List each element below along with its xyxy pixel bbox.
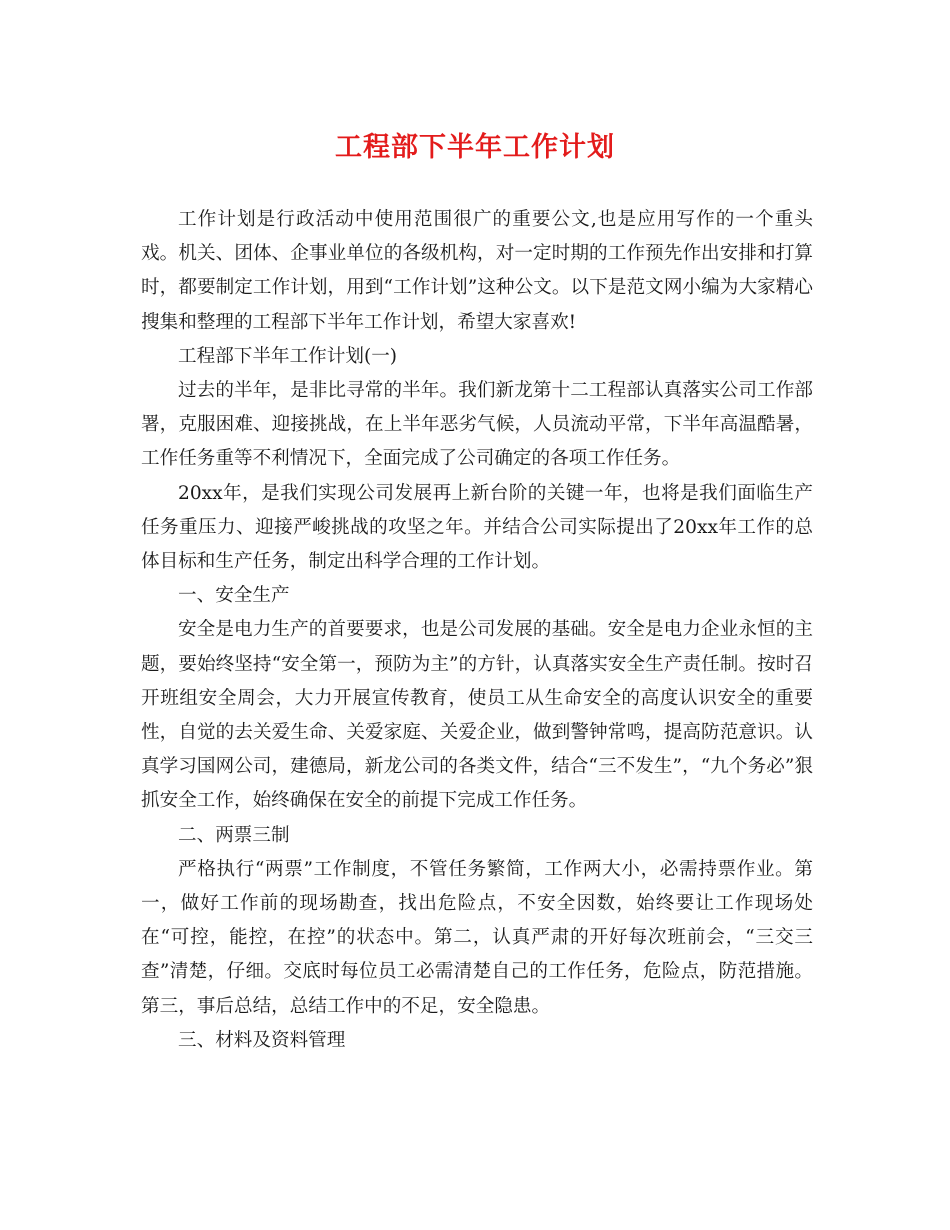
paragraph-tickets: 严格执行“两票”工作制度，不管任务繁简，工作两大小，必需持票作业。第一，做好工作前的现场勘查，找出危险点，不安全因数，始终要让工作现场处在“可控，能控，在控”的状态中。第二，认真严肃的开好每次班前会，“三交三查”清楚，仔细。交底时每位员工必需清楚自己的工作任务，危险点，防范措施。第三，事后总结，总结工作中的不足，安全隐患。 (141, 858, 813, 1017)
section-heading-materials: 三、材料及资料管理 (178, 1029, 346, 1051)
paragraph-intro: 工作计划是行政活动中使用范围很广的重要公文,也是应用写作的一个重头戏。机关、团体、企事业单位的各级机构，对一定时期的工作预先作出安排和打算时，都要制定工作计划，用到“工作计划”这种公文。以下是范文网小编为大家精心搜集和整理的工程部下半年工作计划，希望大家喜欢! (141, 209, 813, 333)
paragraph-subtitle: 工程部下半年工作计划(一) (178, 345, 398, 367)
section-heading-safety: 一、安全生产 (178, 585, 290, 607)
document-title: 工程部下半年工作计划 (335, 132, 615, 163)
section-heading-tickets: 二、两票三制 (178, 824, 290, 846)
paragraph-safety: 安全是电力生产的首要要求，也是公司发展的基础。安全是电力企业永恒的主题，要始终坚持“安全第一，预防为主”的方针，认真落实安全生产责任制。按时召开班组安全周会，大力开展宣传教育，使员工从生命安全的高度认识安全的重要性，自觉的去关爱生命、关爱家庭、关爱企业，做到警钟常鸣，提高防范意识。认真学习国网公司，建德局，新龙公司的各类文件，结合“三不发生”，“九个务必”狠抓安全工作，始终确保在安全的前提下完成工作任务。 (141, 619, 813, 812)
document-body (141, 203, 813, 1058)
paragraph-goals: 20xx年，是我们实现公司发展再上新台阶的关键一年，也将是我们面临生产任务重压力、迎接严峻挑战的攻坚之年。并结合公司实际提出了20xx年工作的总体目标和生产任务，制定出科学合理的工作计划。 (141, 482, 813, 573)
paragraph-review: 过去的半年，是非比寻常的半年。我们新龙第十二工程部认真落实公司工作部署，克服困难、迎接挑战，在上半年恶劣气候，人员流动平常，下半年高温酷暑，工作任务重等不利情况下，全面完成了公司确定的各项工作任务。 (141, 380, 813, 470)
